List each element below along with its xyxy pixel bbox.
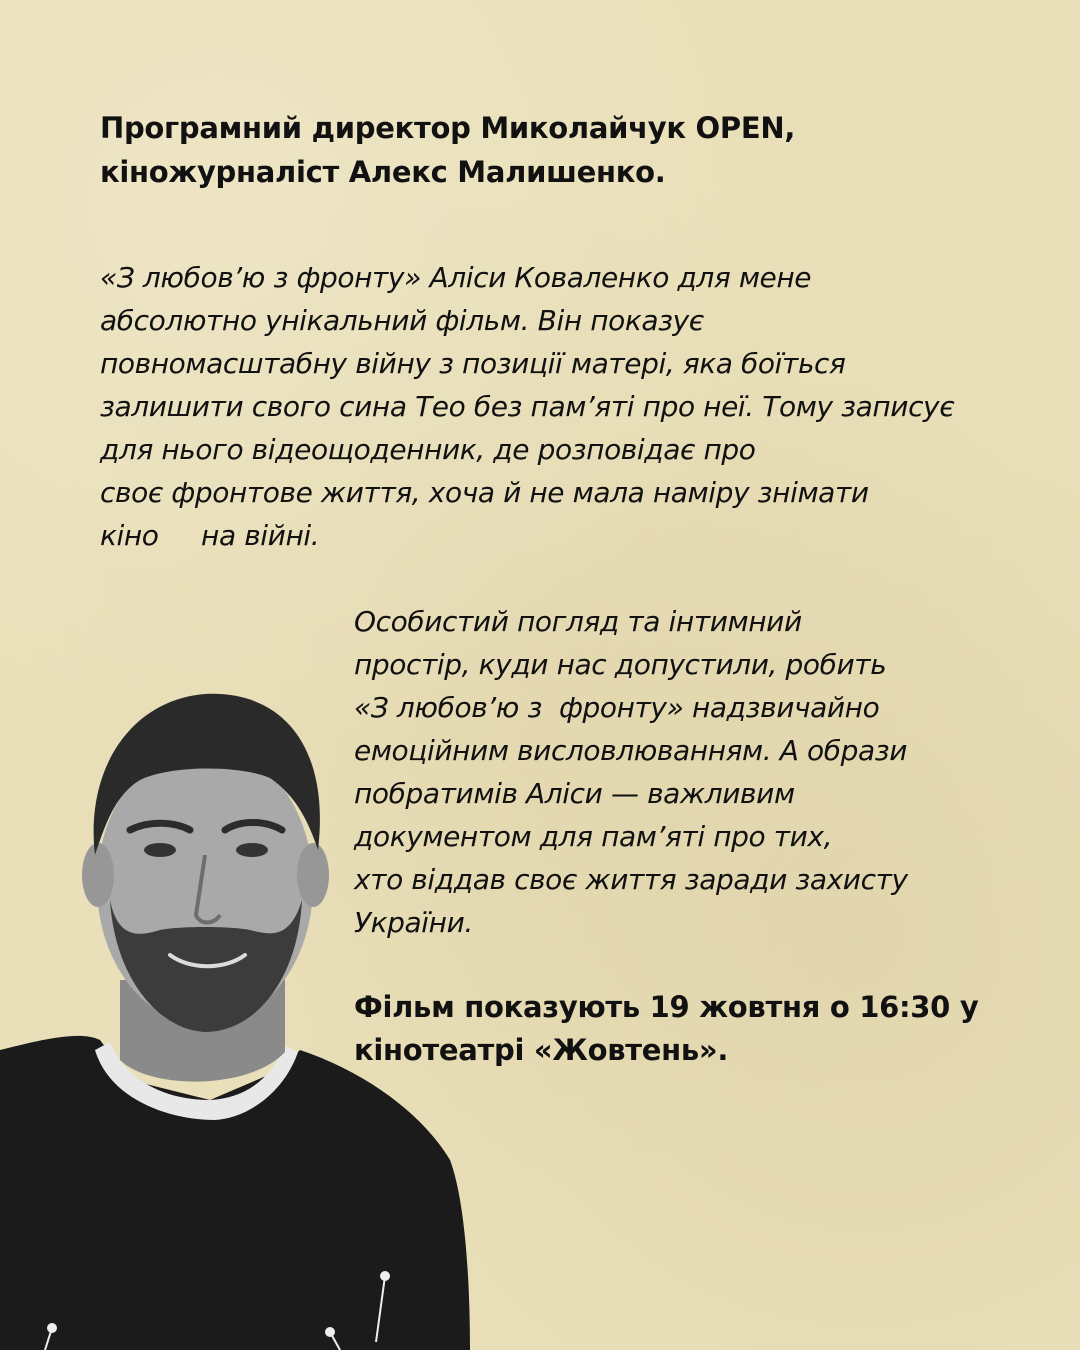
portrait-sweater [0,1036,470,1350]
quote-main-line: України. [354,906,473,939]
speaker-title [100,106,1000,194]
speaker-portrait [0,680,470,1350]
quote-main-line: емоційним висловлюванням. А образи [354,734,908,767]
quote-intro-line: «З любов’ю з фронту» Аліси Коваленко для мене [100,261,812,294]
quote-intro-line: залишити свого сина Тео без пам’яті про неї. Тому записує [100,390,955,423]
quote-main-line: хто віддав своє життя заради захисту [354,863,908,896]
screening-line: Фільм показують 19 жовтня о 16:30 у [354,990,979,1024]
quote-main-line: простір, куди нас допустили, робить [354,648,887,681]
quote-intro-line: повномасштабну війну з позиції матері, яка боїться [100,347,846,380]
quote-main-line: Особистий погляд та інтимний [354,605,802,638]
quote-main-line: «З любов’ю з фронту» надзвичайно [354,691,880,724]
quote-intro-line: абсолютно унікальний фільм. Він показує [100,304,704,337]
quote-intro-line: кіно на війні. [100,519,320,552]
quote-intro-line: своє фронтове життя, хоча й не мала наміру знімати [100,476,869,509]
quote-main-line: документом для пам’яті про тих, [354,820,833,853]
speaker-title-line: Програмний директор Миколайчук OPEN, [100,111,796,145]
screening-line: кінотеатрі «Жовтень». [354,1033,729,1067]
quote-main-line: побратимів Аліси — важливим [354,777,795,810]
speaker-title-line: кіножурналіст Алекс Малишенко. [100,155,666,189]
quote-intro-line: для нього відеощоденник, де розповідає про [100,433,756,466]
quote-intro [100,256,1030,557]
